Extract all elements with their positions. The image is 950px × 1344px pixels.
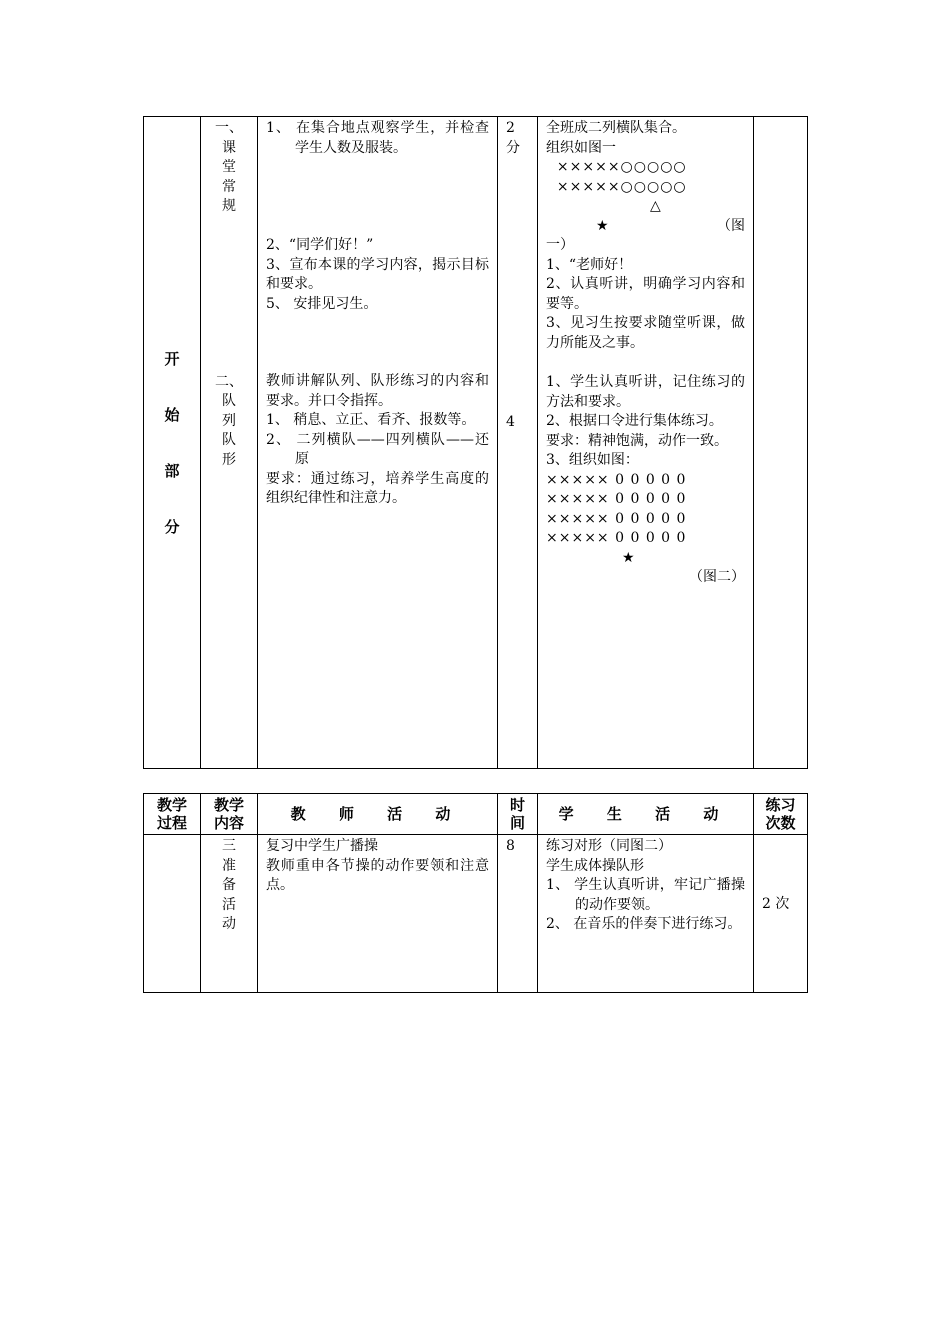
teacher-text: 2、 二列横队——四列横队——还原 (266, 431, 489, 467)
student-text: 学生成体操队形 (546, 857, 644, 874)
header-text: 内容 (213, 814, 244, 832)
time-cell: 8 (498, 835, 538, 993)
content-char: 三 (222, 838, 236, 854)
student-text: 2、认真听讲，明确学习内容和要等。 (546, 276, 745, 312)
process-cell (144, 835, 201, 993)
teacher-text: 复习中学生广播操 (266, 838, 378, 854)
time-cell (498, 117, 538, 769)
student-text: 1、“老师好！ (546, 256, 633, 273)
header-text: 练习 (765, 796, 796, 814)
stage-char: 始 (164, 405, 180, 424)
teacher-text: 1、 稍息、立正、看齐、报数等。 (266, 412, 476, 428)
content-char: 队 (222, 393, 236, 409)
formation-figure-row: ××××× 0 0 0 0 0 (546, 510, 687, 527)
figure-label: 一） (546, 237, 574, 253)
teacher-text: 3、宣布本课的学习内容，揭示目标和要求。 (266, 256, 489, 292)
content-char: 形 (222, 451, 236, 468)
student-text: 3、见习生按要求随堂听课，做力所能及之事。 (546, 315, 745, 351)
student-text: 2、根据口令进行集体练习。 (546, 413, 723, 429)
student-text: 组织如图一 (546, 139, 616, 156)
teacher-activity-cell (258, 117, 498, 769)
student-text: 要求：精神饱满，动作一致。 (546, 432, 728, 449)
stage-char: 部 (164, 461, 180, 480)
formation-figure-row: ×××××○○○○○ (546, 159, 687, 175)
header-text: 时 (509, 796, 525, 814)
content-char: 堂 (222, 159, 236, 175)
header-time (498, 794, 538, 835)
formation-figure-row: ××××× 0 0 0 0 0 (546, 530, 687, 546)
teacher-text: 教师讲解队列、队形练习的内容和要求。并口令指挥。 (266, 373, 489, 409)
count-cell: 2 次 (754, 835, 808, 993)
content-char: 课 (222, 139, 236, 156)
time-text: 分 (506, 139, 520, 156)
header-text: 教学 (213, 796, 244, 814)
student-text: 2、 在音乐的伴奏下进行练习。 (546, 916, 742, 932)
content-char: 常 (222, 178, 236, 195)
student-text: 1、 学生认真听讲，牢记广播操的动作要领。 (546, 877, 745, 913)
content-char: 列 (222, 412, 236, 429)
teacher-text: 2、“同学们好！” (266, 237, 374, 253)
content-char: 活 (222, 896, 236, 913)
figure-label: （图 (717, 217, 745, 234)
header-text: 教学 (156, 796, 187, 814)
content-cell (201, 835, 258, 993)
stage-char: 分 (164, 517, 180, 536)
header-text: 过程 (156, 814, 187, 832)
student-text: 3、组织如图： (546, 452, 639, 468)
content-char: 规 (222, 198, 236, 214)
student-text: 练习对形（同图二） (546, 838, 672, 854)
header-count (754, 794, 808, 835)
header-text: 次数 (765, 814, 796, 832)
teacher-text: 5、 安排见习生。 (266, 295, 378, 312)
formation-figure-row: ××××× 0 0 0 0 0 (546, 491, 687, 507)
student-activity-cell (538, 835, 754, 993)
student-activity-cell (538, 117, 754, 769)
header-teacher: 教 师 活 动 (258, 794, 498, 835)
teacher-text: 要求：通过练习，培养学生高度的组织纪律性和注意力。 (266, 470, 489, 506)
content-char: 一、 (215, 120, 243, 136)
header-student: 学 生 活 动 (538, 794, 754, 835)
content-char: 二、 (215, 373, 243, 390)
student-text: 全班成二列横队集合。 (546, 120, 686, 136)
star-icon: ★ (596, 217, 609, 234)
stage-char: 开 (164, 349, 180, 368)
count-cell (754, 117, 808, 769)
student-text: 1、学生认真听讲，记住练习的方法和要求。 (546, 374, 745, 410)
star-icon: ★ (622, 549, 635, 566)
formation-figure-row: ×××××○○○○○ (546, 178, 687, 195)
content-char: 动 (222, 916, 236, 932)
content-char: 备 (222, 877, 236, 893)
content-char: 队 (222, 432, 236, 448)
time-text: 4 (506, 414, 515, 430)
teacher-text: 1、 在集合地点观察学生，并检查学生人数及服装。 (266, 120, 489, 156)
header-text: 间 (509, 814, 525, 832)
lesson-table-prep-part (143, 793, 808, 993)
formation-figure-row: ××××× 0 0 0 0 0 (546, 471, 687, 488)
header-process (144, 794, 201, 835)
figure-label: （图二） (689, 569, 745, 585)
teacher-text: 教师重申各节操的动作要领和注意点。 (266, 857, 489, 893)
header-content (201, 794, 258, 835)
content-char: 准 (222, 857, 236, 874)
triangle-icon: △ (650, 198, 661, 214)
teacher-activity-cell (258, 835, 498, 993)
lesson-table-start-part (143, 116, 808, 769)
time-text: 2 (506, 120, 515, 136)
content-cell (201, 117, 258, 769)
stage-cell (144, 117, 201, 769)
